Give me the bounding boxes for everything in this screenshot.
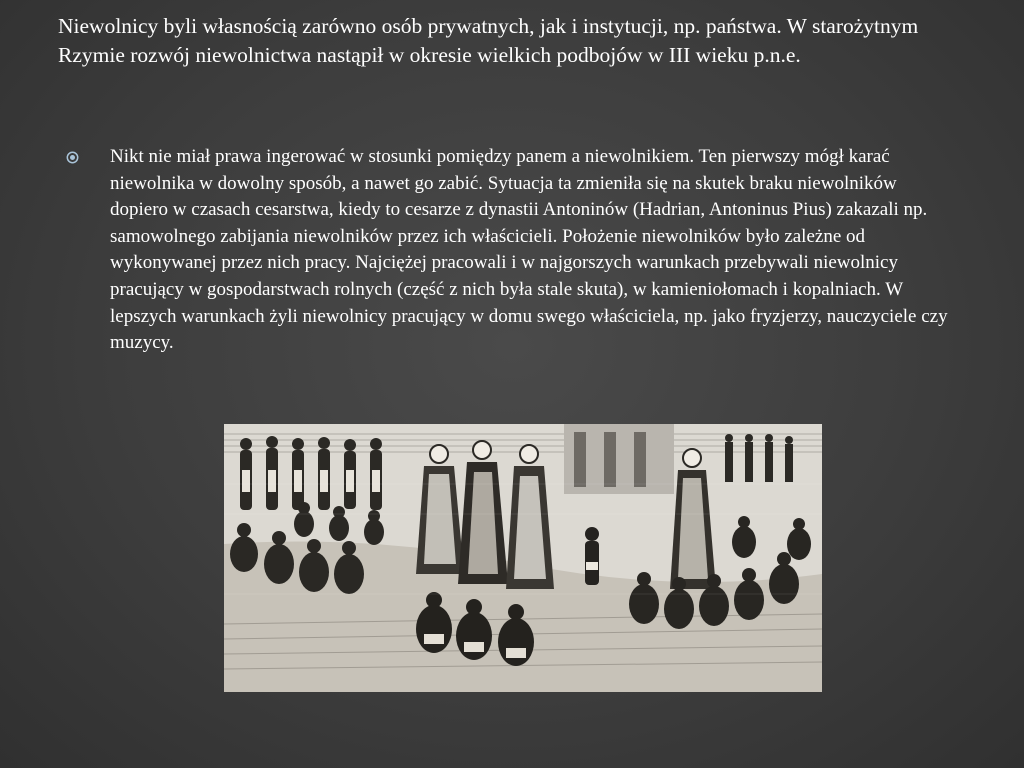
engraving-illustration xyxy=(224,424,822,692)
bullet-text: Nikt nie miał prawa ingerować w stosunki pomiędzy panem a niewolnikiem. Ten pierwszy mógł karać niewolnika w dowolny sposób, a nawet go zabić. Sytuacja ta zmieniła się na skutek braku niewolników dopiero w czasach cesarstwa, kiedy to cesarze z dynastii Antoninów (Hadrian, Antoninus Pius) zakazali np. samowolnego zabijania niewolników przez ich właścicieli. Położenie niewolników było zależne od wykonywanej przez nich pracy. Najciężej pracowali i w najgorszych warunkach przebywali niewolnicy pracujący w gospodarstwach rolnych (część z nich była stale skuta), w kamieniołomach i kopalniach. W lepszych warunkach żyli niewolnicy pracujący w domu swego właściciela, np. jako fryzjerzy, nauczyciele czy muzycy. xyxy=(110,146,948,354)
slide-title: Niewolnicy byli własnością zarówno osób prywatnych, jak i instytucji, np. państwa. W starożytnym Rzymie rozwój niewolnictwa nastąpił w okresie wielkich podbojów w III wieku p.n.e. xyxy=(58,14,919,67)
slave-market-engraving-image xyxy=(224,424,822,692)
circled-dot-bullet-icon xyxy=(66,151,79,164)
